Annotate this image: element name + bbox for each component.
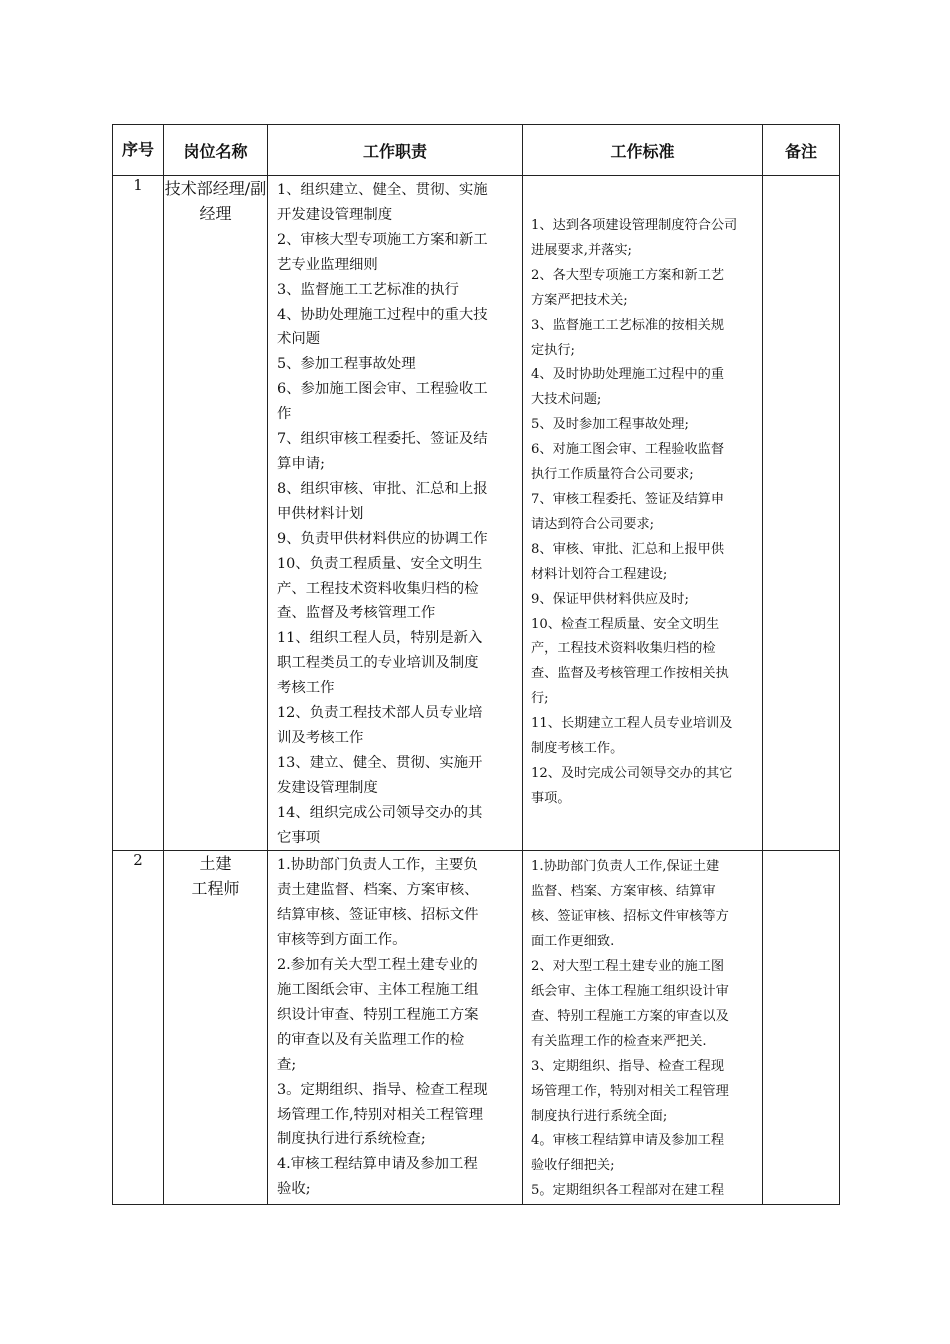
- standard-line: 执行工作质量符合公司要求;: [531, 467, 694, 483]
- duty-line: 1.协助部门负责人工作，主要负: [277, 857, 478, 874]
- standard-line: 核、签证审核、招标文件审核等方: [531, 909, 729, 925]
- duty-line: 算申请;: [277, 455, 326, 472]
- standard-line: 4。审核工程结算申请及参加工程: [531, 1133, 725, 1149]
- header-serial-number: 序号: [113, 125, 164, 176]
- duty-line: 11、组织工程人员，特别是新入: [277, 630, 483, 647]
- table-row: [113, 176, 840, 851]
- standard-line: 产，工程技术资料收集归档的检: [531, 641, 716, 657]
- duty-line: 验收;: [277, 1181, 311, 1198]
- duty-line: 甲供材料计划: [277, 505, 364, 522]
- duty-line: 它事项: [277, 829, 321, 846]
- duty-line: 织设计审查、特别工程施工方案: [277, 1006, 479, 1023]
- standard-line: 12、及时完成公司领导交办的其它: [531, 765, 733, 781]
- standard-line: 有关监理工作的检查来严把关.: [531, 1033, 707, 1049]
- duty-line: 的审查以及有关监理工作的检: [277, 1031, 465, 1048]
- duty-line: 场管理工作,特别对相关工程管理: [277, 1106, 484, 1123]
- row-duties-cell: [268, 851, 523, 1205]
- standard-line: 纸会审、主体工程施工组织设计审: [531, 984, 729, 999]
- standard-line: 请达到符合公司要求;: [531, 516, 655, 532]
- duties-list: [268, 851, 522, 1202]
- duty-line: 作: [277, 406, 292, 423]
- duty-line: 审核等到方面工作。: [277, 932, 407, 949]
- duty-line: 制度执行进行系统检查;: [277, 1131, 426, 1148]
- duty-line: 8、组织审核、审批、汇总和上报: [277, 480, 488, 497]
- duty-line: 查、监督及考核管理工作: [277, 605, 436, 622]
- standard-line: 4、及时协助处理施工过程中的重: [531, 367, 725, 383]
- standard-line: 3、监督施工工艺标准的按相关规: [531, 317, 725, 333]
- standard-line: 制度考核工作。: [531, 741, 624, 757]
- standard-line: 7、审核工程委托、签证及结算申: [531, 491, 725, 507]
- standard-line: 行;: [531, 691, 549, 707]
- standard-line: 5、及时参加工程事故处理;: [531, 417, 689, 433]
- row-position-name: 技术部经理/副经理: [164, 176, 268, 851]
- standard-line: 事项。: [531, 790, 571, 806]
- duty-line: 术问题: [277, 331, 321, 348]
- standard-line: 9、保证甲供材料供应及时;: [531, 591, 689, 607]
- table-header-row: [113, 125, 840, 176]
- standard-line: 监督、档案、方案审核、结算审: [531, 884, 716, 900]
- duty-line: 7、组织审核工程委托、签证及结: [277, 431, 488, 448]
- row-standards-cell: [523, 176, 763, 851]
- duty-line: 4.审核工程结算申请及参加工程: [277, 1156, 478, 1173]
- row-standards-cell: [523, 851, 763, 1205]
- position-line: 工程师: [191, 879, 240, 899]
- duty-line: 14、组织完成公司领导交办的其: [277, 804, 483, 821]
- duty-line: 13、建立、健全、贯彻、实施开: [277, 754, 483, 771]
- standard-line: 方案严把技术关;: [531, 292, 628, 308]
- standard-line: 定执行;: [531, 342, 576, 358]
- duty-line: 3。定期组织、指导、检查工程现: [277, 1081, 488, 1098]
- row-serial-number: 1: [113, 176, 164, 851]
- duty-line: 2.参加有关大型工程土建专业的: [277, 957, 478, 974]
- duty-line: 10、负责工程质量、安全文明生: [277, 555, 483, 572]
- header-duties: 工作职责: [268, 125, 523, 176]
- standard-line: 2、对大型工程土建专业的施工图: [531, 959, 725, 975]
- duty-line: 4、协助处理施工过程中的重大技: [277, 306, 488, 323]
- job-responsibility-table: [112, 124, 840, 1205]
- row-duties-cell: [268, 176, 523, 851]
- duty-line: 责土建监督、档案、方案审核、: [277, 882, 479, 899]
- duty-line: 训及考核工作: [277, 729, 364, 746]
- standard-line: 3、定期组织、指导、检查工程现: [531, 1058, 725, 1074]
- duty-line: 9、负责甲供材料供应的协调工作: [277, 530, 488, 547]
- duty-line: 考核工作: [277, 680, 335, 697]
- standard-line: 11、长期建立工程人员专业培训及: [531, 716, 733, 732]
- header-remarks: 备注: [763, 125, 840, 176]
- standard-line: 制度执行进行系统全面;: [531, 1108, 668, 1124]
- header-standards: 工作标准: [523, 125, 763, 176]
- duties-list: [268, 176, 522, 850]
- row-serial-number: 2: [113, 851, 164, 1205]
- standards-list: [523, 851, 762, 1204]
- standard-line: 1.协助部门负责人工作,保证土建: [531, 859, 720, 875]
- duty-line: 6、参加施工图会审、工程验收工: [277, 381, 488, 398]
- standard-line: 场管理工作，特别对相关工程管理: [531, 1083, 729, 1099]
- standard-line: 2、各大型专项施工方案和新工艺: [531, 267, 725, 283]
- standard-line: 6、对施工图会审、工程验收监督: [531, 442, 725, 458]
- standard-line: 1、达到各项建设管理制度符合公司: [531, 218, 738, 233]
- standard-line: 大技术问题;: [531, 392, 602, 408]
- standard-line: 10、检查工程质量、安全文明生: [531, 616, 720, 632]
- standard-line: 面工作更细致.: [531, 934, 615, 950]
- standard-line: 查、特别工程施工方案的审查以及: [531, 1008, 729, 1024]
- standard-line: 验收仔细把关;: [531, 1158, 615, 1174]
- standard-line: 查、监督及考核管理工作按相关执: [531, 666, 729, 682]
- duty-line: 发建设管理制度: [277, 779, 378, 796]
- duty-line: 产、工程技术资料收集归档的检: [277, 580, 479, 597]
- duty-line: 2、审核大型专项施工方案和新工: [277, 231, 488, 248]
- duty-line: 查;: [277, 1056, 297, 1073]
- duty-line: 3、监督施工工艺标准的执行: [277, 281, 459, 298]
- standard-line: 5。定期组织各工程部对在建工程: [531, 1183, 725, 1199]
- table-row: [113, 851, 840, 1205]
- row-remarks: [763, 176, 840, 851]
- duty-line: 1、组织建立、健全、贯彻、实施: [277, 182, 488, 198]
- duty-line: 结算审核、签证审核、招标文件: [277, 907, 479, 924]
- standard-line: 进展要求,并落实;: [531, 242, 632, 258]
- standard-line: 8、审核、审批、汇总和上报甲供: [531, 541, 725, 557]
- duty-line: 职工程类员工的专业培训及制度: [277, 655, 479, 672]
- duty-line: 开发建设管理制度: [277, 206, 393, 223]
- standard-line: 材料计划符合工程建设;: [531, 566, 668, 582]
- standards-list: [523, 176, 762, 812]
- duty-line: 12、负责工程技术部人员专业培: [277, 705, 483, 722]
- duty-line: 施工图纸会审、主体工程施工组: [277, 982, 479, 998]
- duty-line: 艺专业监理细则: [277, 256, 378, 273]
- row-remarks: [763, 851, 840, 1205]
- header-position-name: 岗位名称: [164, 125, 268, 176]
- row-position-name: [164, 851, 268, 1205]
- duty-line: 5、参加工程事故处理: [277, 356, 416, 373]
- position-line: 土建: [199, 854, 232, 874]
